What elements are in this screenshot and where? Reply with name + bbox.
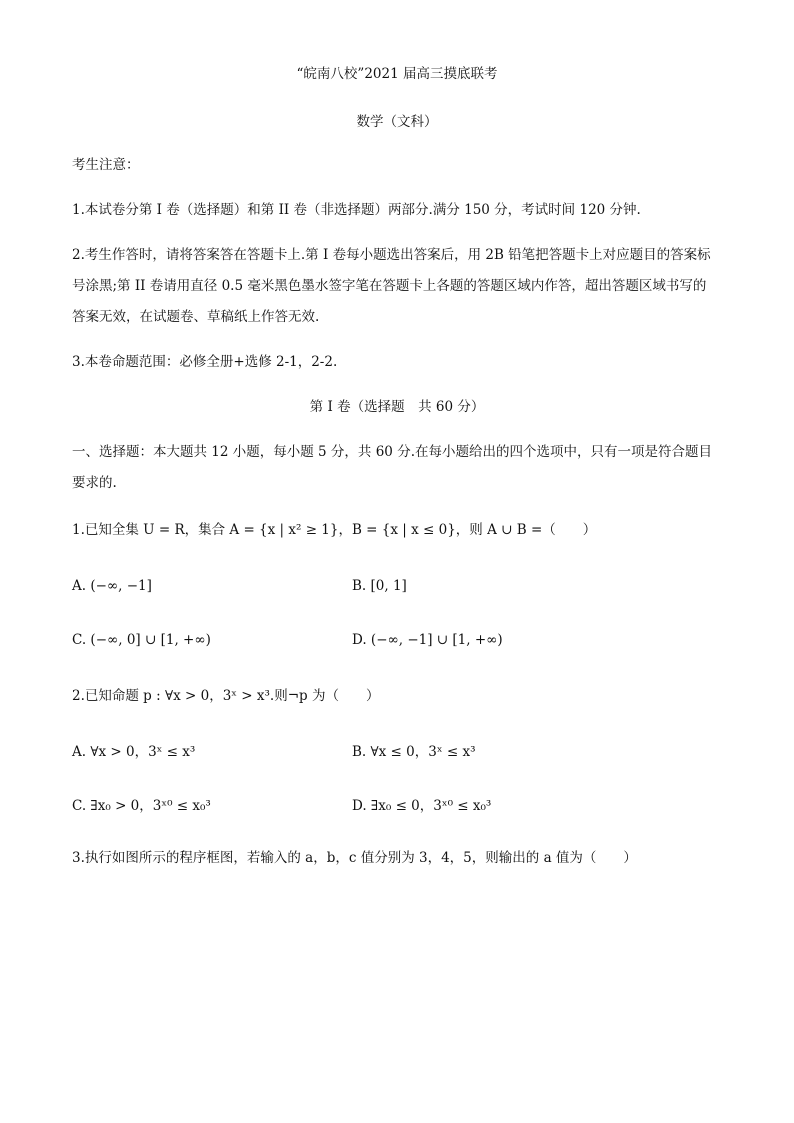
question-2-stem: 2.已知命题 p : ∀x > 0，3ˣ > x³.则¬p 为（ ） [72, 688, 380, 704]
notice-item-3: 3.本卷命题范围：必修全册+选修 2-1，2-2. [72, 354, 338, 370]
question-2-option-b: B. ∀x ≤ 0，3ˣ ≤ x³ [352, 744, 476, 760]
question-1-stem: 1.已知全集 U = R，集合 A = {x | x² ≥ 1}，B = {x | x ≤ 0}，则 A ∪ B =（ ） [72, 522, 597, 538]
question-1-option-c: C. (−∞, 0] ∪ [1, +∞) [72, 632, 211, 648]
question-2-option-a: A. ∀x > 0，3ˣ ≤ x³ [72, 744, 196, 760]
section-instruction-line-2: 要求的. [72, 475, 117, 491]
section-instruction-line-1: 一、选择题：本大题共 12 小题，每小题 5 分，共 60 分.在每小题给出的四个选项中，只有一项是符合题目 [72, 444, 712, 460]
question-2-option-d: D. ∃x₀ ≤ 0，3ˣ⁰ ≤ x₀³ [352, 798, 492, 814]
notice-item-2-line-1: 2.考生作答时，请将答案答在答题卡上.第 I 卷每小题选出答案后，用 2B 铅笔把答题卡上对应题目的答案标 [72, 247, 711, 263]
question-2-option-c: C. ∃x₀ > 0，3ˣ⁰ ≤ x₀³ [72, 798, 211, 814]
question-1-option-a: A. (−∞, −1] [72, 578, 152, 594]
exam-subtitle: 数学（文科） [356, 114, 438, 130]
section-title: 第 I 卷（选择题 共 60 分） [309, 399, 485, 415]
notice-item-2-line-2: 号涂黑;第 II 卷请用直径 0.5 毫米黑色墨水签字笔在答题卡上各题的答题区域内作答，超出答题区域书写的 [72, 278, 707, 294]
question-1-option-d: D. (−∞, −1] ∪ [1, +∞) [352, 632, 503, 648]
notice-item-2-line-3: 答案无效，在试题卷、草稿纸上作答无效. [72, 309, 320, 325]
exam-title: “皖南八校”2021 届高三摸底联考 [296, 66, 498, 82]
notice-item-1: 1.本试卷分第 I 卷（选择题）和第 II 卷（非选择题）两部分.满分 150 分，考试时间 120 分钟. [72, 202, 641, 218]
question-1-option-b: B. [0, 1] [352, 578, 407, 594]
question-3-stem: 3.执行如图所示的程序框图，若输入的 a，b，c 值分别为 3，4，5，则输出的 a 值为（ ） [72, 850, 637, 866]
notice-heading: 考生注意： [72, 157, 140, 173]
